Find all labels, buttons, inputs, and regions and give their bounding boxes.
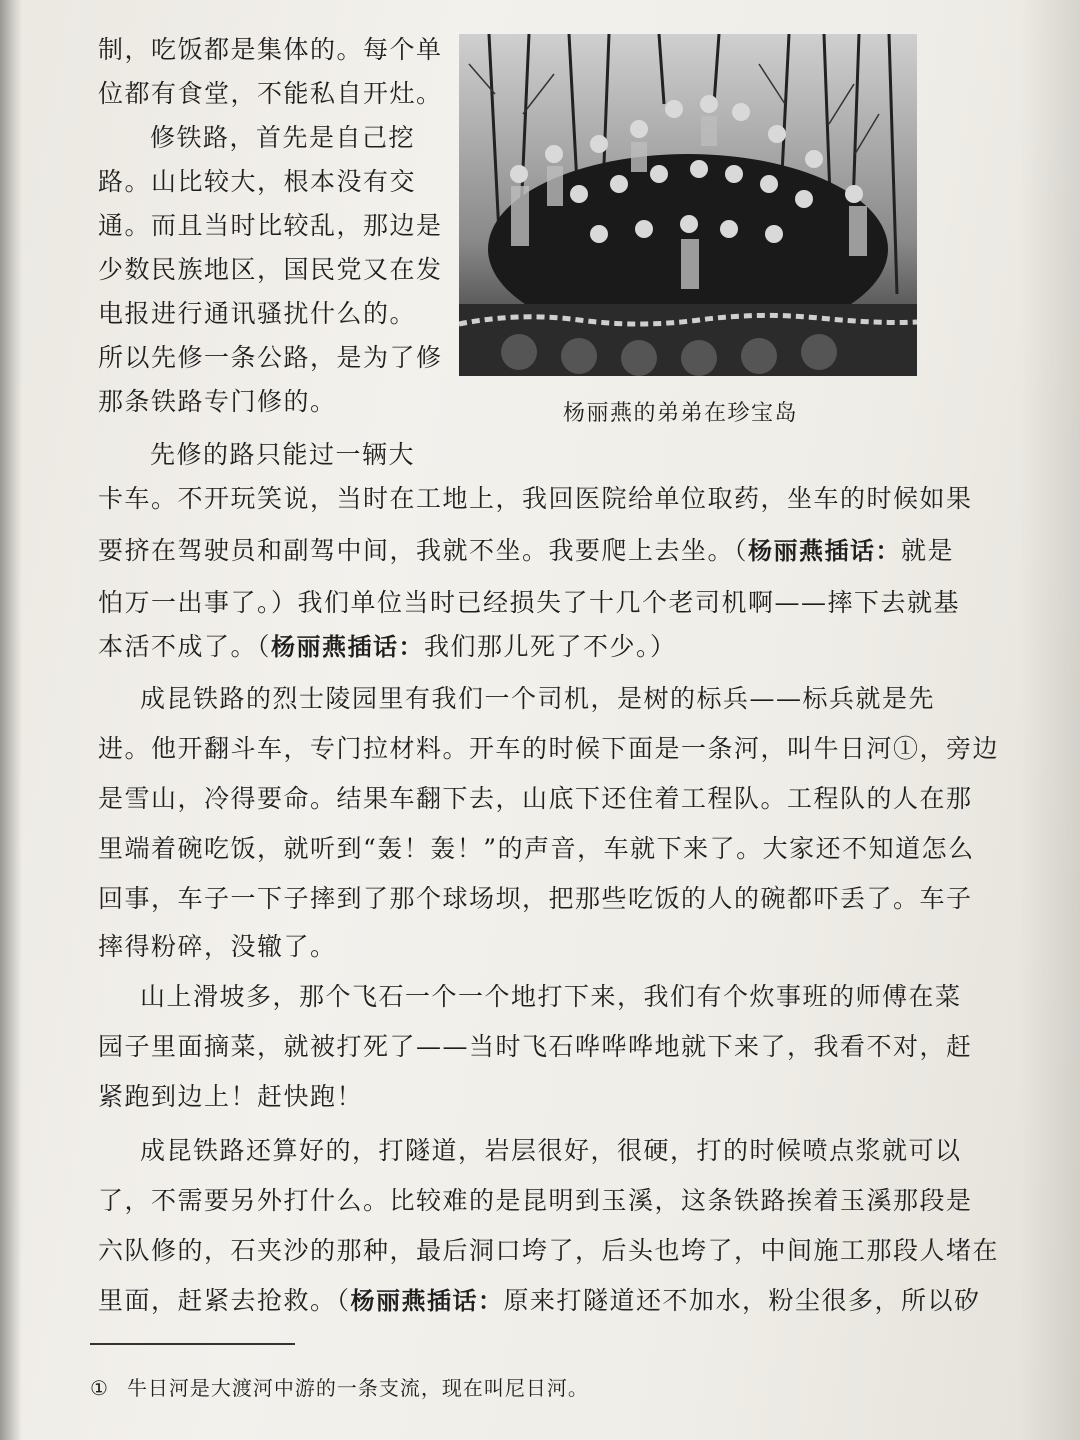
- text-line: 那条铁路专门修的。: [98, 387, 337, 416]
- text-line: 园子里面摘菜，就被打死了——当时飞石哗哗哗地就下来了，我看不对，赶: [98, 1032, 973, 1061]
- text-line: 里端着碗吃饭，就听到“轰！轰！”的声音，车就下来了。大家还不知道怎么: [98, 834, 975, 863]
- interjection-label: 杨丽燕插话：: [350, 1287, 504, 1315]
- text-line: 先修的路只能过一辆大: [150, 440, 416, 469]
- interjection-label: 杨丽燕插话：: [271, 633, 425, 661]
- text-line: 摔得粉碎，没辙了。: [98, 932, 337, 961]
- footnote-marker: ①: [90, 1376, 109, 1400]
- text-line: 怕万一出事了。）我们单位当时已经损失了十几个老司机啊——摔下去就基: [98, 588, 961, 617]
- footnote-text: 牛日河是大渡河中游的一条支流，现在叫尼日河。: [126, 1376, 589, 1400]
- text-line: 所以先修一条公路，是为了修: [98, 343, 443, 372]
- text-line: 卡车。不开玩笑说，当时在工地上，我回医院给单位取药，坐车的时候如果: [98, 484, 973, 513]
- text-line: 了，不需要另外打什么。比较难的是昆明到玉溪，这条铁路挨着玉溪那段是: [98, 1186, 973, 1215]
- text-line: 是雪山，冷得要命。结果车翻下去，山底下还住着工程队。工程队的人在那: [98, 784, 973, 813]
- text-line: 里面，赶紧去抢救。（杨丽燕插话：原来打隧道还不加水，粉尘很多，所以矽: [98, 1286, 981, 1315]
- text-line: 山上滑坡多，那个飞石一个一个地打下来，我们有个炊事班的师傅在菜: [140, 982, 962, 1011]
- text-line: 通。而且当时比较乱，那边是: [98, 211, 443, 240]
- book-spine-shadow: [0, 0, 22, 1440]
- page-edge-shadow: [1020, 0, 1080, 1440]
- text-line: 成昆铁路还算好的，打隧道，岩层很好，很硬，打的时候喷点浆就可以: [140, 1136, 962, 1165]
- footnote-divider: [90, 1343, 295, 1345]
- group-photo-illustration: [459, 34, 917, 376]
- text-line: 电报进行通讯骚扰什么的。: [98, 299, 417, 328]
- footnote: [90, 1372, 589, 1401]
- text-line: 位都有食堂，不能私自开灶。: [98, 79, 443, 108]
- group-photo: [459, 34, 917, 376]
- text-line: 回事，车子一下子摔到了那个球场坝，把那些吃饭的人的碗都吓丢了。车子: [98, 884, 973, 913]
- text-line: 路。山比较大，根本没有交: [98, 167, 417, 196]
- text-line: 少数民族地区，国民党又在发: [98, 255, 443, 284]
- text-line: 制，吃饭都是集体的。每个单: [98, 35, 443, 64]
- text-line: 六队修的，石夹沙的那种，最后洞口垮了，后头也垮了，中间施工那段人堵在: [98, 1236, 1000, 1265]
- text-line: 修铁路，首先是自己挖: [150, 123, 416, 152]
- text-line: 要挤在驾驶员和副驾中间，我就不坐。我要爬上去坐。（杨丽燕插话：就是: [98, 536, 955, 565]
- text-line: 成昆铁路的烈士陵园里有我们一个司机，是树的标兵——标兵就是先: [140, 684, 936, 713]
- interjection-label: 杨丽燕插话：: [748, 537, 902, 565]
- photo-caption: 杨丽燕的弟弟在珍宝岛: [563, 401, 799, 426]
- text-line: 进。他开翻斗车，专门拉材料。开车的时候下面是一条河，叫牛日河①，旁边: [98, 734, 1000, 763]
- text-line: 紧跑到边上！赶快跑！: [98, 1082, 364, 1111]
- text-line: 本活不成了。（杨丽燕插话：我们那儿死了不少。）: [98, 632, 677, 661]
